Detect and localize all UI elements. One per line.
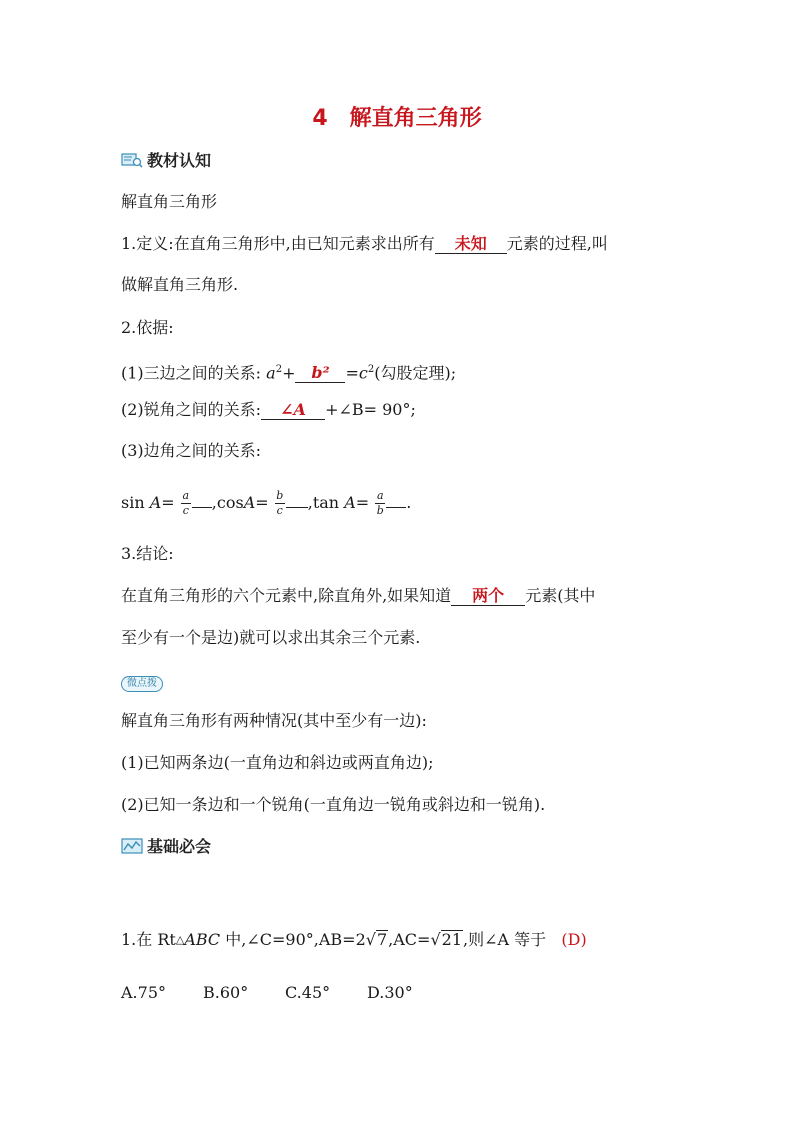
answer-angle-a: ∠A <box>261 401 325 420</box>
question-options <box>121 983 449 1003</box>
tip-line-3: (2)已知一条边和一个锐角(一直角边一锐角或斜边和一锐角). <box>121 795 546 814</box>
trig-relations: $\sin A= \frac{a}{c} ,\cos A= \frac{b}{c} ,\tan$ $A= \frac{a}{b}$ . <box>121 489 412 517</box>
tip-line-1: 解直角三角形有两种情况(其中至少有一边): <box>121 711 427 730</box>
option-d: D.30° <box>367 983 413 1002</box>
option-c: C.45° <box>285 983 331 1002</box>
book-magnifier-icon <box>121 152 143 168</box>
answer-two: 两个 <box>451 587 525 606</box>
question-answer: (D) <box>561 930 587 949</box>
option-b: B.60° <box>203 983 249 1002</box>
basis-item-3: (3)边角之间的关系: <box>121 441 262 460</box>
definition-line-1: 1.定义:在直角三角形中,由已知元素求出所有 未知 元素的过程,叫 <box>121 234 608 253</box>
tan-fraction: $\frac{a}{b}$ <box>376 489 384 517</box>
option-a: A.75° <box>121 983 166 1002</box>
tip-badge: 微点拨 <box>121 671 163 692</box>
conclusion-line-2: 至少有一个是边)就可以求出其余三个元素. <box>121 628 421 647</box>
basis-item-2: (2)锐角之间的关系: ∠A +∠B= 90°; <box>121 400 416 419</box>
cos-fraction: $\frac{b}{c}$ <box>276 489 284 517</box>
sqrt-7: √7 <box>365 930 388 949</box>
question-1: 1.在 Rt△ABC 中,∠C=90°,AB=2√7,AC=√21,则∠A 等于 (D) <box>121 930 587 949</box>
basis-item-1: (1)三边之间的关系: $a^2+ b^2 =c^2$(勾股定理); <box>121 363 457 383</box>
conclusion-heading: 3.结论: <box>121 544 174 563</box>
subtitle: 解直角三角形 <box>121 192 218 211</box>
chart-wave-icon <box>121 838 143 854</box>
answer-unknown: 未知 <box>435 235 507 254</box>
sqrt-21: √21 <box>430 930 463 949</box>
section-heading-textbook: 教材认知 <box>121 148 211 171</box>
tip-line-2: (1)已知两条边(一直角边和斜边或两直角边); <box>121 753 434 772</box>
basis-heading: 2.依据: <box>121 318 174 337</box>
page-title: 4 解直角三角形 <box>312 106 482 131</box>
sin-fraction: $\frac{a}{c}$ <box>182 489 190 517</box>
section-heading-basics: 基础必会 <box>121 834 211 857</box>
answer-b-squared: b² <box>295 364 345 383</box>
definition-line-2: 做解直角三角形. <box>121 275 239 294</box>
conclusion-line-1: 在直角三角形的六个元素中,除直角外,如果知道 两个 元素(其中 <box>121 586 596 605</box>
